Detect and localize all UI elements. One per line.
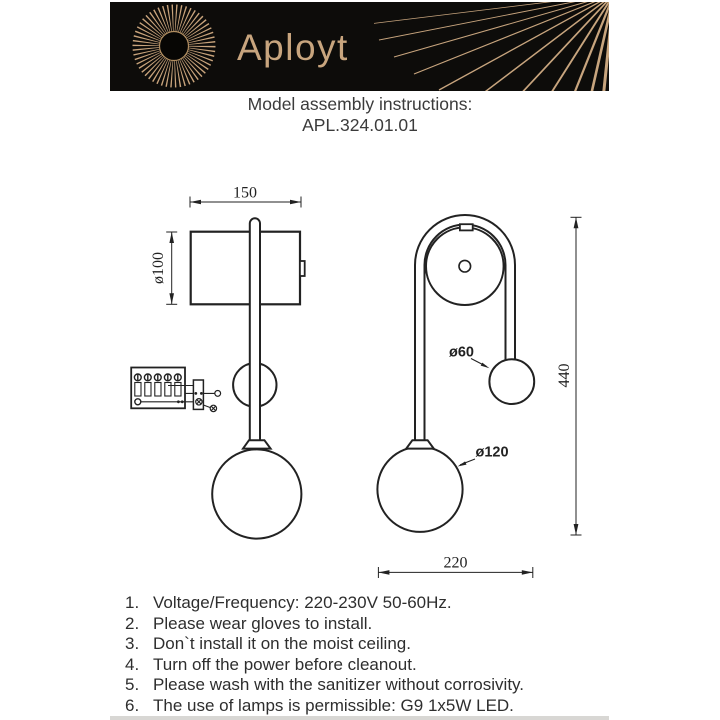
list-item bbox=[125, 614, 645, 635]
instructions-list bbox=[125, 593, 645, 717]
terminal-block-detail bbox=[131, 368, 220, 412]
leader-d120 bbox=[458, 459, 476, 467]
item-text: Please wash with the sanitizer without corrosivity. bbox=[153, 675, 525, 695]
item-number: 5. bbox=[125, 675, 140, 695]
large-sphere-front bbox=[377, 447, 462, 532]
list-item bbox=[125, 593, 645, 614]
dim-label-220: 220 bbox=[443, 554, 468, 572]
item-number: 4. bbox=[125, 654, 140, 674]
front-view bbox=[377, 215, 581, 578]
dim-label-d120: ø120 bbox=[475, 444, 509, 461]
mount-box bbox=[191, 232, 300, 305]
item-number: 2. bbox=[125, 613, 140, 633]
side-view bbox=[131, 185, 304, 539]
list-item bbox=[125, 675, 645, 696]
socket-cap-side bbox=[243, 440, 271, 448]
dim-label-440: 440 bbox=[556, 363, 573, 388]
list-item bbox=[125, 696, 645, 717]
switch-symbol bbox=[215, 391, 221, 397]
socket-cap-front bbox=[406, 440, 434, 448]
wall-plate-center-hole bbox=[459, 260, 471, 272]
item-number: 1. bbox=[125, 593, 140, 612]
item-text: The use of lamps is permissible: G9 1x5W LED. bbox=[153, 695, 514, 715]
dim-label-150: 150 bbox=[233, 184, 257, 202]
bottom-divider bbox=[110, 716, 609, 720]
page-title: Model assembly instructions: bbox=[247, 94, 473, 114]
item-text: Please wear gloves to install. bbox=[153, 613, 373, 633]
plate-top-clip bbox=[460, 224, 473, 230]
item-text: Turn off the power before cleanout. bbox=[153, 654, 417, 674]
item-text: Don`t install it on the moist ceiling. bbox=[153, 634, 411, 654]
small-sphere-front bbox=[489, 359, 534, 404]
list-item bbox=[125, 634, 645, 655]
large-sphere-side bbox=[212, 449, 301, 538]
dim-label-d100: ø100 bbox=[150, 252, 167, 284]
list-item bbox=[125, 655, 645, 676]
lamp-stem bbox=[250, 218, 260, 443]
dim-label-d60: ø60 bbox=[449, 344, 474, 361]
brand-wordmark: Aployt bbox=[237, 27, 349, 68]
item-text: Voltage/Frequency: 220-230V 50-60Hz. bbox=[153, 593, 452, 612]
item-number: 3. bbox=[125, 634, 140, 654]
model-number: APL.324.01.01 bbox=[302, 115, 418, 135]
mount-box-tab bbox=[300, 261, 305, 276]
dimension-d100 bbox=[166, 232, 177, 304]
item-number: 6. bbox=[125, 695, 140, 715]
